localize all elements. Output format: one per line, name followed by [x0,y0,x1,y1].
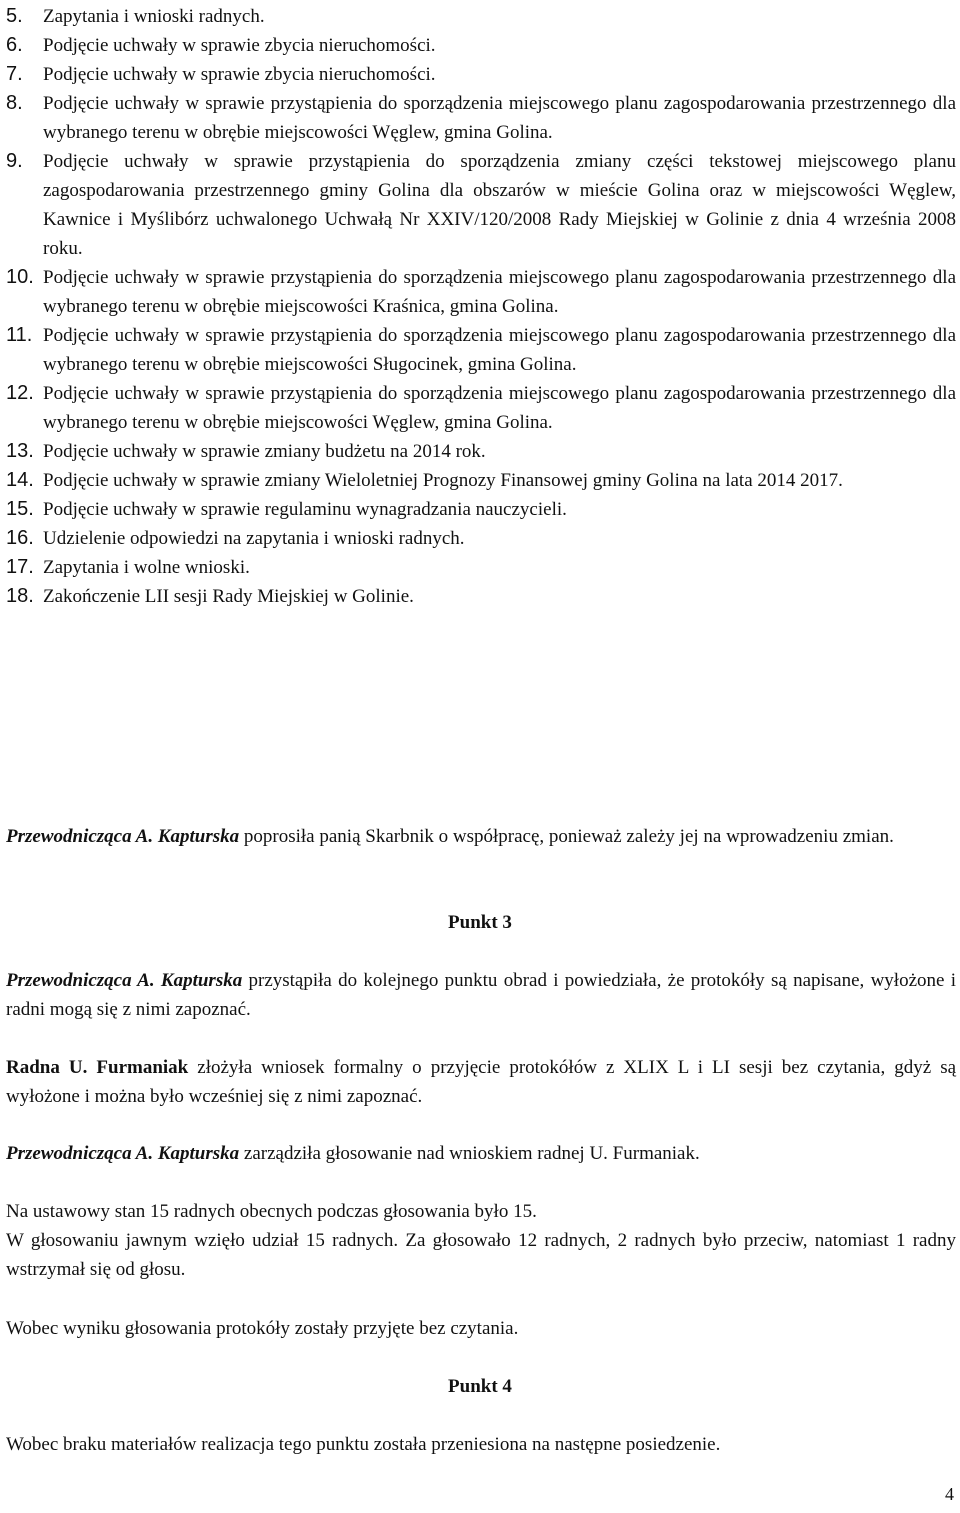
agenda-item-text: Zapytania i wolne wnioski. [43,557,250,578]
agenda-item-number: 16. [6,527,34,549]
speaker-role: Przewodnicząca A. Kapturska [6,1143,240,1164]
paragraph-protocols-accepted: Wobec wyniku głosowania protokóły zostały przyjęte bez czytania. [6,1318,519,1339]
paragraph-vote-result: W głosowaniu jawnym wzięło udział 15 radnych. Za głosowało 12 radnych, 2 radnych było przeciw, natomiast 1 radny wstrzymał się od głosu. [6,1230,956,1280]
agenda-item-text: Podjęcie uchwały w sprawie przystąpienia do sporządzenia miejscowego planu zagospodarowania przestrzennego dla wybranego terenu w obrębie miejscowości Węglew, gmina Golina. [43,93,956,143]
agenda-item-number: 10. [6,266,34,288]
speaker-name: Kapturska [160,970,243,991]
agenda-item [6,2,956,31]
speaker-role: Przewodnicząca A. Kapturska [6,826,240,847]
agenda-item-text: Podjęcie uchwały w sprawie zmiany Wieloletniej Prognozy Finansowej gminy Golina na lata 2014 2017. [43,470,843,491]
agenda-item [6,495,956,524]
speaker-name: Kapturska [157,1143,240,1164]
paragraph-councillor-motion [6,1053,956,1111]
paragraph-chair-vote [6,1139,956,1168]
paragraph-text: przystąpiła do kolejnego punktu obrad i powiedziała, że protokóły są napisane, wyłożone i radni mogą się z nimi zapoznać. [6,970,956,1020]
agenda-item-text: Podjęcie uchwały w sprawie zbycia nieruchomości. [43,64,436,85]
paragraph-text: poprosiła panią Skarbnik o współpracę, ponieważ zależy jej na wprowadzeniu zmian. [239,826,894,847]
agenda-item-number: 5. [6,5,23,27]
heading-punkt-3: Punkt 3 [448,912,512,933]
agenda-item-text: Zapytania i wnioski radnych. [43,6,265,27]
agenda-item-number: 8. [6,92,23,114]
agenda-item-number: 11. [6,324,33,346]
agenda-item-number: 15. [6,498,34,520]
speaker-name: Furmaniak [96,1057,189,1078]
agenda-item-number: 12. [6,382,34,404]
paragraph-text: zarządziła głosowanie nad wnioskiem radnej U. Furmaniak. [239,1143,700,1164]
agenda-item-number: 9. [6,150,23,172]
paragraph-text: złożyła wniosek formalny o przyjęcie protokółów z XLIX L i LI sesji bez czytania, gdyż są wyłożone i można było wcześniej się z nimi zapoznać. [6,1057,957,1107]
agenda-item-text: Podjęcie uchwały w sprawie przystąpienia do sporządzenia miejscowego planu zagospodarowania przestrzennego dla wybranego terenu w obrębie miejscowości Kraśnica, gmina Golina. [43,267,956,317]
page-number: 4 [945,1484,954,1504]
agenda-item [6,60,956,89]
agenda-item [6,553,956,582]
paragraph-chair-protocols [6,966,956,1024]
agenda-item-number: 13. [6,440,34,462]
agenda-item [6,31,956,60]
agenda-item [6,89,956,147]
paragraph-quorum: Na ustawowy stan 15 radnych obecnych podczas głosowania było 15. [6,1201,537,1222]
agenda-item-number: 18. [6,585,34,607]
agenda-item-number: 17. [6,556,34,578]
agenda-item [6,437,956,466]
agenda-item-text: Podjęcie uchwały w sprawie przystąpienia do sporządzenia miejscowego planu zagospodarowania przestrzennego dla wybranego terenu w obrębie miejscowości Węglew, gmina Golina. [43,383,956,433]
speaker-role: Radna U. Furmaniak [6,1057,189,1078]
agenda-item-number: 14. [6,469,34,491]
agenda-item-number: 6. [6,34,23,56]
agenda-item-text: Udzielenie odpowiedzi na zapytania i wnioski radnych. [43,528,465,549]
agenda-item [6,582,956,611]
agenda-item-text: Zakończenie LII sesji Rady Miejskiej w Golinie. [43,586,414,607]
agenda-item [6,321,956,379]
paragraph-chair-request [6,822,956,851]
agenda-item-text: Podjęcie uchwały w sprawie przystąpienia do sporządzenia zmiany części tekstowej miejscowego planu zagospodarowania przestrzennego gminy Golina dla obszarów w mieście Golina oraz w miejscowości Węglew, Kawnice i Myślibórz uchwalonego Uchwałą Nr XXIV/120/2008 Rady Miejskiej w Golinie z dnia 4 września 2008 roku. [43,151,956,259]
agenda-item-text: Podjęcie uchwały w sprawie zmiany budżetu na 2014 rok. [43,441,486,462]
speaker-role: Przewodnicząca A. Kapturska [6,970,243,991]
agenda-item-text: Podjęcie uchwały w sprawie regulaminu wynagradzania nauczycieli. [43,499,567,520]
agenda-item [6,379,956,437]
agenda-item-text: Podjęcie uchwały w sprawie przystąpienia do sporządzenia miejscowego planu zagospodarowania przestrzennego dla wybranego terenu w obrębie miejscowości Sługocinek, gmina Golina. [43,325,956,375]
agenda-item-number: 7. [6,63,23,85]
agenda-item-text: Podjęcie uchwały w sprawie zbycia nieruchomości. [43,35,436,56]
agenda-item [6,263,956,321]
speaker-name: Kapturska [157,826,240,847]
agenda-item [6,147,956,263]
agenda-item [6,466,956,495]
agenda-list [6,2,956,611]
heading-punkt-4: Punkt 4 [448,1376,512,1397]
paragraph-postponed: Wobec braku materiałów realizacja tego punktu została przeniesiona na następne posiedzenie. [6,1434,721,1455]
agenda-item [6,524,956,553]
